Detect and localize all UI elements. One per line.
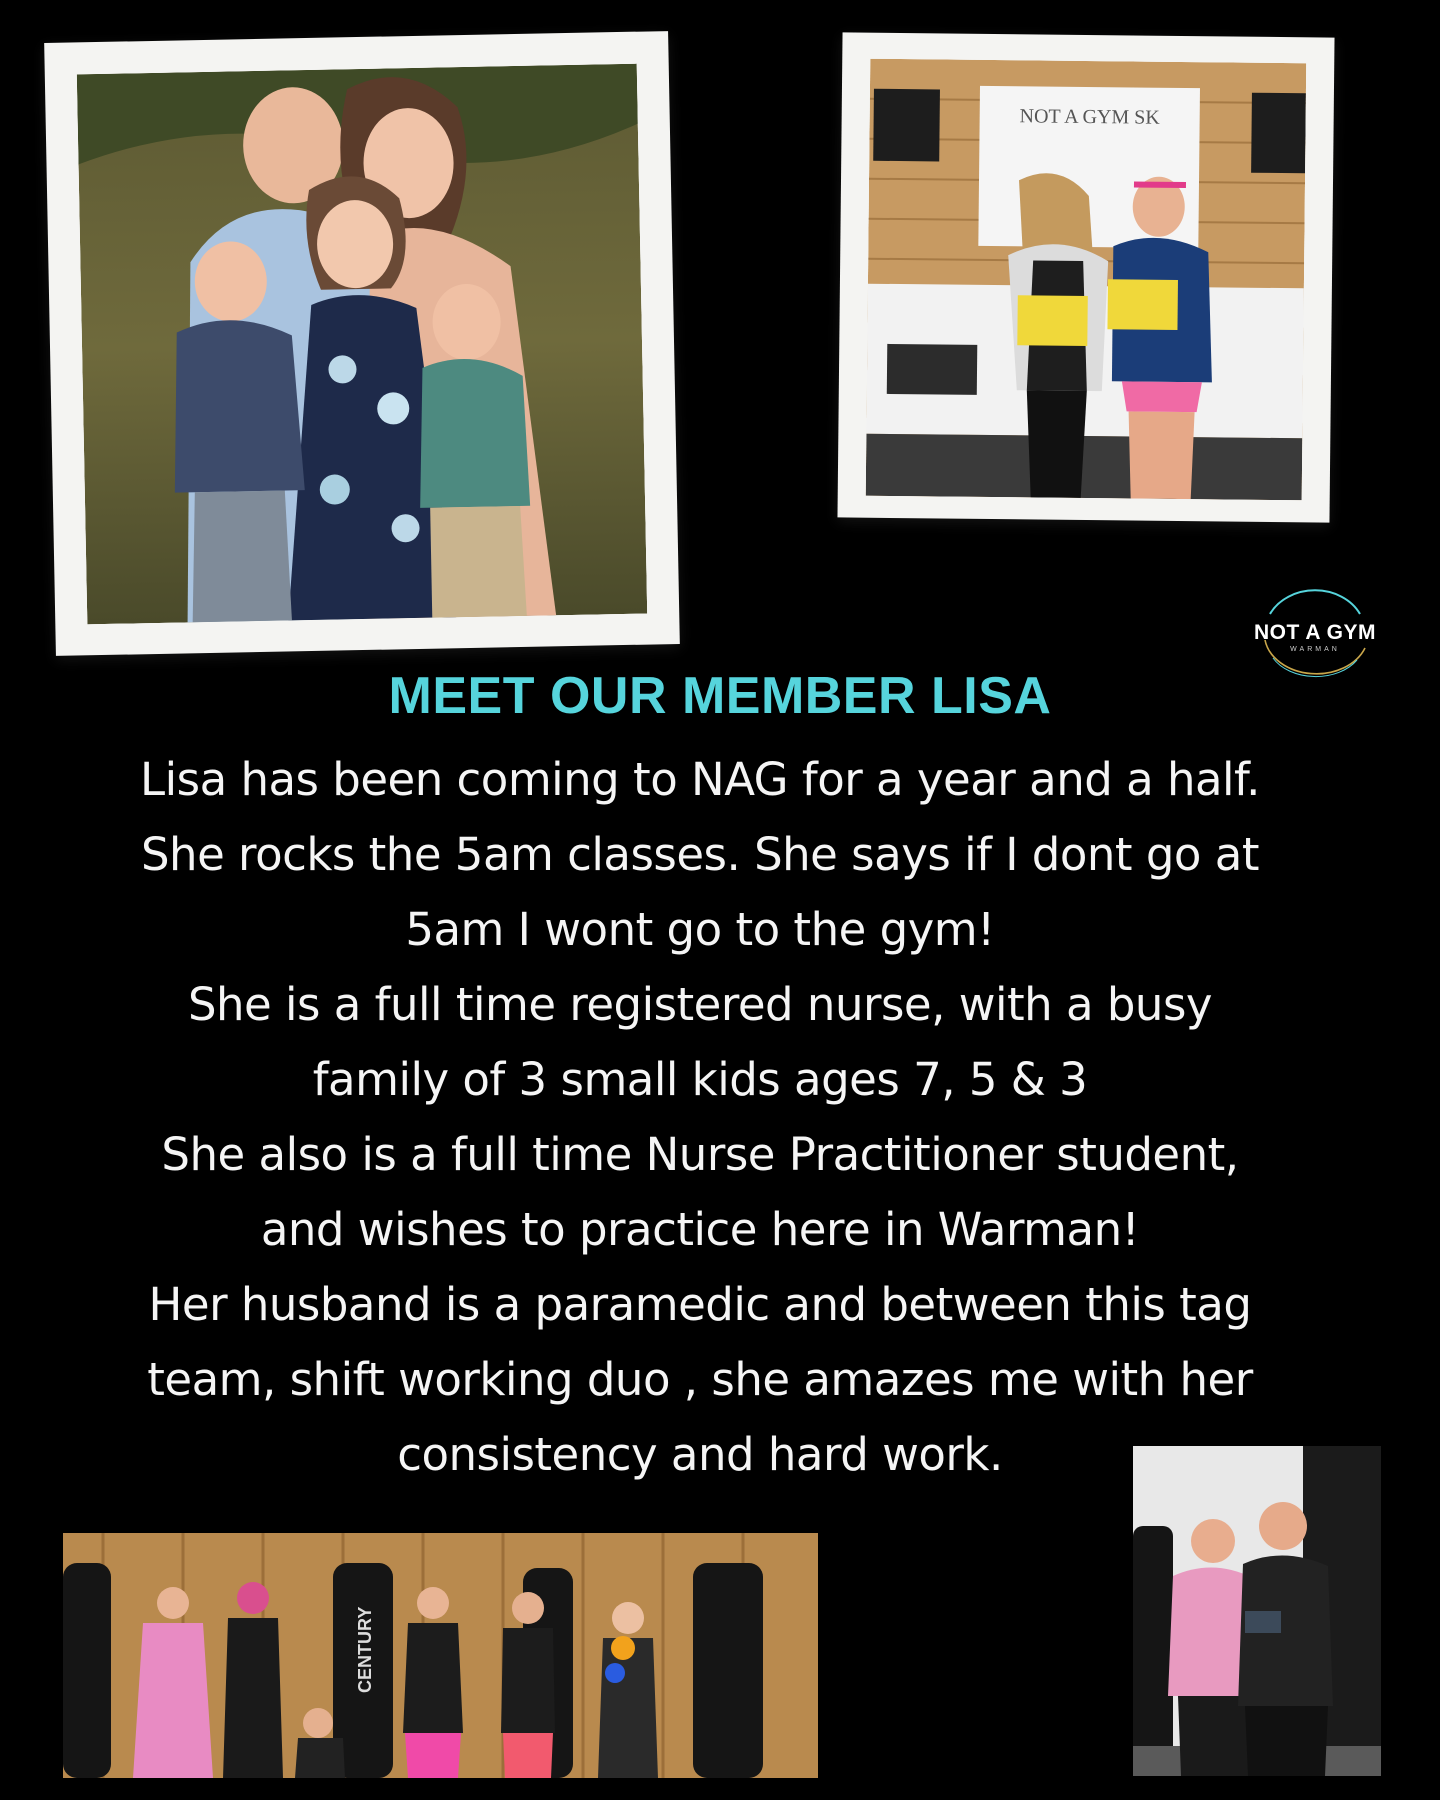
story-line: Her husband is a paramedic and between this tag (148, 1278, 1252, 1331)
gym-members-photo (866, 59, 1307, 501)
family-photo (77, 64, 647, 625)
story-line: She rocks the 5am classes. She says if I dont go at (140, 828, 1259, 881)
gym-sign-text: NOT A GYM SK (1019, 105, 1160, 129)
gym-members-photo-frame (837, 32, 1334, 522)
headline: MEET OUR MEMBER LISA (388, 667, 1052, 725)
group-class-photo (63, 1533, 818, 1778)
bag-brand-text: CENTURY (355, 1606, 375, 1693)
family-photo-frame (44, 31, 680, 656)
story-line: She also is a full time Nurse Practitioner student, (161, 1128, 1239, 1181)
story-line: Lisa has been coming to NAG for a year and a half. (140, 753, 1260, 806)
story-line: family of 3 small kids ages 7, 5 & 3 (312, 1053, 1088, 1106)
member-story (30, 742, 1370, 1492)
story-line: and wishes to practice here in Warman! (260, 1203, 1140, 1256)
story-line: 5am I wont go to the gym! (405, 903, 995, 956)
logo-name: NOT A GYM (1254, 621, 1376, 644)
logo-location: WARMAN (1290, 646, 1340, 653)
story-line: team, shift working duo , she amazes me with her (147, 1353, 1253, 1406)
story-line: consistency and hard work. (397, 1428, 1003, 1481)
story-line: She is a full time registered nurse, with a busy (187, 978, 1213, 1031)
members-medal-photo (1133, 1446, 1381, 1776)
